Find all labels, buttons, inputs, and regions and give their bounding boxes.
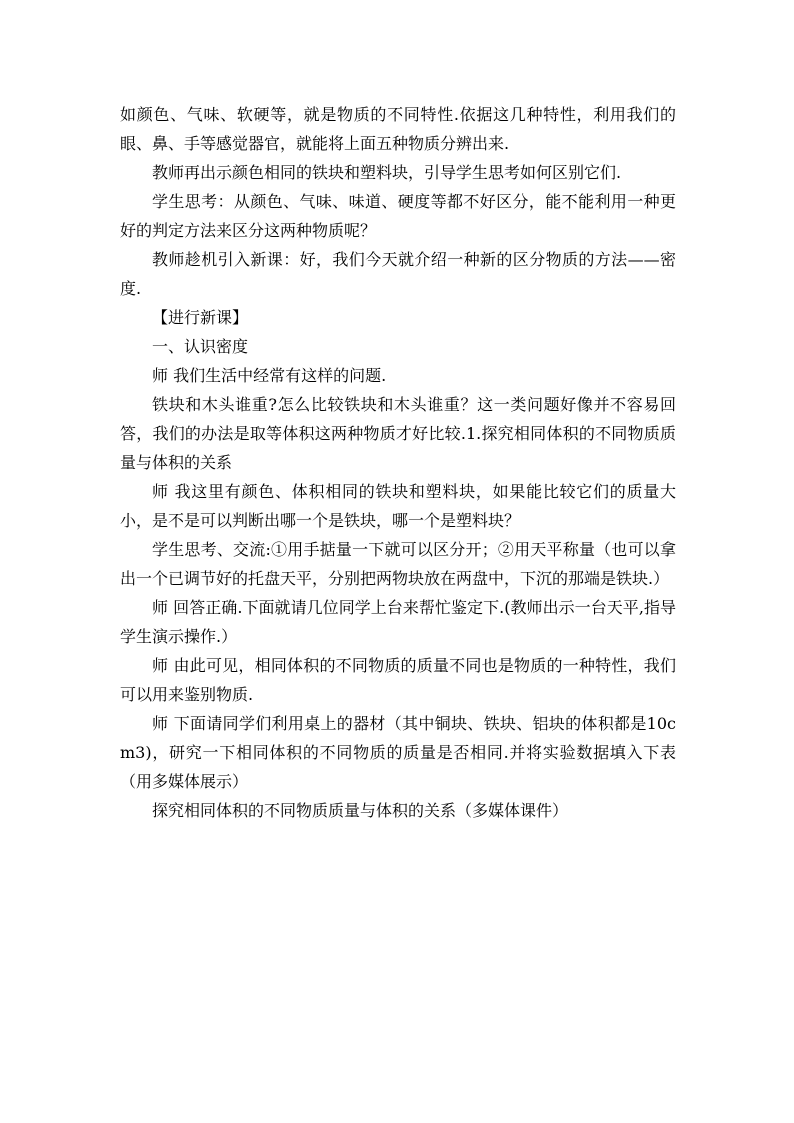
document-body xyxy=(120,100,676,825)
paragraph-teacher-blocks-mass: 师 我这里有颜色、体积相同的铁块和塑料块，如果能比较它们的质量大小，是不是可以判断出哪一个是铁块，哪一个是塑料块？ xyxy=(120,482,676,530)
paragraph-teacher-experiment: 师 下面请同学们利用桌上的器材（其中铜块、铁块、铝块的体积都是10cm3)，研究一下相同体积的不同物质的质量是否相同.并将实验数据填入下表（用多媒体展示） xyxy=(120,714,676,791)
paragraph-properties-intro: 如颜色、气味、软硬等，就是物质的不同特性.依据这几种特性，利用我们的眼、鼻、手等感觉器官，就能将上面五种物质分辨出来. xyxy=(120,105,676,153)
section-heading-new-lesson: 【进行新课】 xyxy=(152,308,249,327)
paragraph-introduce-density: 教师趁机引入新课：好，我们今天就介绍一种新的区分物质的方法——密度. xyxy=(120,250,676,298)
paragraph-student-thinking: 学生思考：从颜色、气味、味道、硬度等都不好区分，能不能利用一种更好的判定方法来区分这两种物质呢？ xyxy=(120,192,676,240)
paragraph-teacher-conclusion: 师 由此可见，相同体积的不同物质的质量不同也是物质的一种特性，我们可以用来鉴别物质. xyxy=(120,656,676,704)
subheading-know-density: 一、认识密度 xyxy=(152,337,249,356)
paragraph-student-discussion: 学生思考、交流:①用手掂量一下就可以区分开；②用天平称量（也可以拿出一个已调节好的托盘天平，分别把两物块放在两盘中，下沉的那端是铁块.） xyxy=(120,540,676,588)
paragraph-iron-wood-comparison: 铁块和木头谁重?怎么比较铁块和木头谁重？这一类问题好像并不容易回答，我们的办法是取等体积这两种物质才好比较.1.探究相同体积的不同物质质量与体积的关系 xyxy=(120,395,676,472)
paragraph-teacher-correct: 师 回答正确.下面就请几位同学上台来帮忙鉴定下.(教师出示一台天平,指导学生演示操作.） xyxy=(120,598,676,646)
paragraph-teacher-question: 师 我们生活中经常有这样的问题. xyxy=(152,366,387,385)
paragraph-multimedia-title: 探究相同体积的不同物质质量与体积的关系（多媒体课件） xyxy=(152,801,569,820)
paragraph-teacher-shows-blocks: 教师再出示颜色相同的铁块和塑料块，引导学生思考如何区别它们. xyxy=(152,163,622,182)
